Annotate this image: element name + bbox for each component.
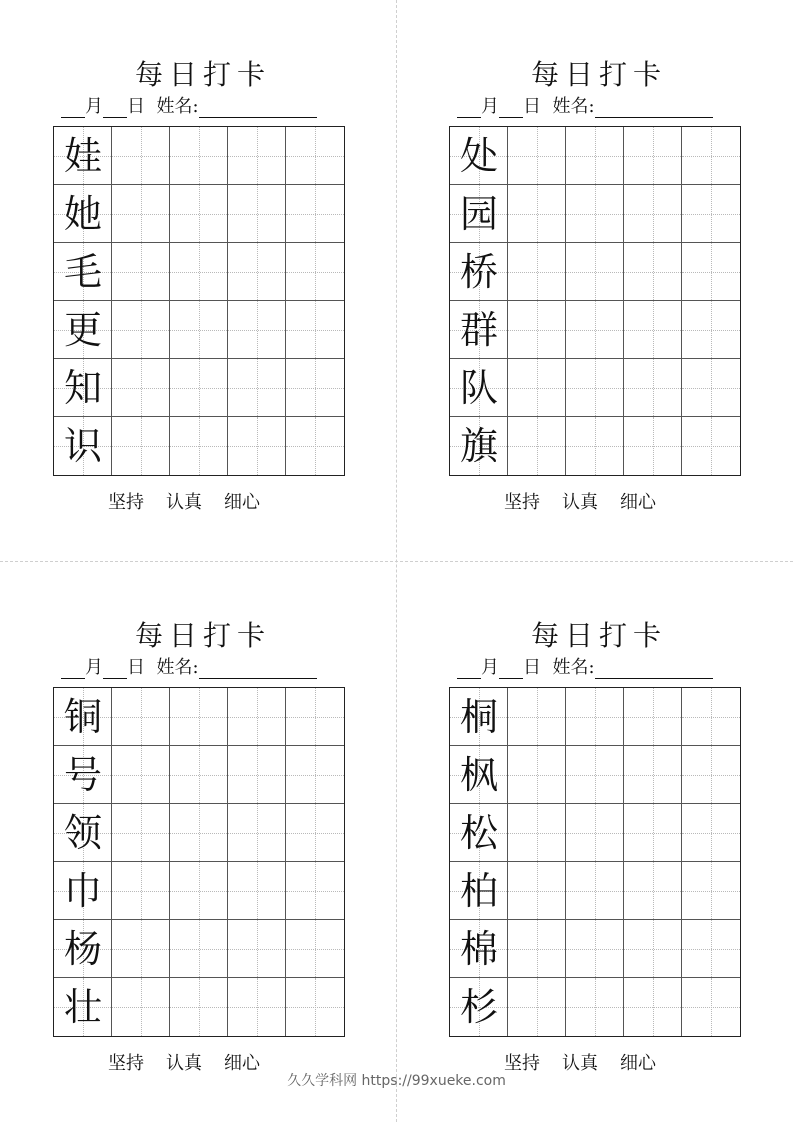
- grid-row: [54, 359, 344, 417]
- model-character: 壮: [63, 985, 102, 1029]
- practice-cell[interactable]: [682, 920, 740, 978]
- practice-cell[interactable]: [682, 746, 740, 804]
- practice-cell[interactable]: [170, 185, 228, 243]
- grid-row: [450, 804, 740, 862]
- practice-cell[interactable]: [508, 920, 566, 978]
- practice-cell[interactable]: [170, 920, 228, 978]
- grid-row: [54, 862, 344, 920]
- grid-row: [450, 243, 740, 301]
- grid-row: [54, 243, 344, 301]
- practice-cell[interactable]: [112, 127, 170, 185]
- practice-cell[interactable]: [682, 243, 740, 301]
- practice-cell[interactable]: [624, 920, 682, 978]
- day-label: 日: [523, 657, 541, 678]
- practice-cell[interactable]: [566, 301, 624, 359]
- practice-cell[interactable]: [682, 978, 740, 1036]
- month-label: 月: [481, 657, 499, 678]
- grid-row: [54, 127, 344, 185]
- practice-cell[interactable]: [566, 862, 624, 920]
- practice-cell[interactable]: [624, 127, 682, 185]
- grid-row: [450, 127, 740, 185]
- model-character: 更: [63, 308, 102, 352]
- practice-cell[interactable]: [112, 804, 170, 862]
- model-character: 毛: [63, 250, 102, 294]
- practice-cell[interactable]: [566, 127, 624, 185]
- name-label: 姓名:: [156, 657, 199, 678]
- practice-cell[interactable]: [228, 127, 286, 185]
- practice-cell[interactable]: [112, 243, 170, 301]
- practice-cell[interactable]: [170, 978, 228, 1036]
- practice-cell[interactable]: [228, 862, 286, 920]
- model-character-cell: [450, 688, 508, 746]
- practice-cell[interactable]: [624, 746, 682, 804]
- card-title: 每日打卡: [134, 58, 271, 91]
- practice-cell[interactable]: [566, 746, 624, 804]
- grid-row: [54, 688, 344, 746]
- motto-word: 细心: [620, 492, 656, 513]
- motto-line: [504, 488, 678, 514]
- practice-cell[interactable]: [112, 417, 170, 475]
- grid-row: [450, 688, 740, 746]
- name-blank[interactable]: [199, 660, 317, 679]
- practice-cell[interactable]: [624, 804, 682, 862]
- model-character: 队: [459, 366, 498, 410]
- card-title: 每日打卡: [530, 58, 667, 91]
- writing-grid: [53, 687, 345, 1037]
- month-blank[interactable]: [61, 660, 85, 679]
- practice-cell[interactable]: [228, 301, 286, 359]
- name-label: 姓名:: [552, 657, 595, 678]
- practice-cell[interactable]: [566, 920, 624, 978]
- model-character-cell: [450, 804, 508, 862]
- model-character-cell: [450, 920, 508, 978]
- model-character-cell: [450, 862, 508, 920]
- horizontal-cut-line: [0, 561, 793, 562]
- practice-cell[interactable]: [112, 301, 170, 359]
- month-label: 月: [481, 96, 499, 117]
- card-title: 每日打卡: [134, 619, 271, 652]
- practice-cell[interactable]: [508, 185, 566, 243]
- grid-row: [450, 301, 740, 359]
- motto-line: [108, 488, 282, 514]
- practice-cell[interactable]: [170, 688, 228, 746]
- motto-word: 认真: [166, 1053, 202, 1074]
- model-character: 领: [63, 811, 102, 855]
- motto-word: 细心: [224, 492, 260, 513]
- card-title: 每日打卡: [530, 619, 667, 652]
- practice-cell[interactable]: [682, 359, 740, 417]
- model-character-cell: [54, 804, 112, 862]
- grid-row: [450, 978, 740, 1036]
- practice-cell[interactable]: [112, 862, 170, 920]
- day-label: 日: [127, 657, 145, 678]
- checkin-card: [53, 58, 353, 558]
- practice-cell[interactable]: [566, 978, 624, 1036]
- practice-cell[interactable]: [170, 746, 228, 804]
- model-character: 柏: [459, 869, 498, 913]
- practice-cell[interactable]: [170, 862, 228, 920]
- practice-cell[interactable]: [508, 127, 566, 185]
- practice-cell[interactable]: [508, 804, 566, 862]
- model-character: 杨: [63, 927, 102, 971]
- model-character-cell: [54, 920, 112, 978]
- practice-cell[interactable]: [624, 301, 682, 359]
- motto-word: 坚持: [504, 1053, 540, 1074]
- practice-cell[interactable]: [682, 804, 740, 862]
- grid-row: [450, 746, 740, 804]
- grid-row: [54, 185, 344, 243]
- practice-cell[interactable]: [112, 978, 170, 1036]
- model-character: 知: [63, 366, 102, 410]
- checkin-card: [449, 619, 749, 1119]
- motto-word: 认真: [562, 492, 598, 513]
- practice-cell[interactable]: [682, 688, 740, 746]
- practice-cell[interactable]: [624, 185, 682, 243]
- grid-row: [54, 804, 344, 862]
- model-character-cell: [54, 862, 112, 920]
- grid-row: [450, 185, 740, 243]
- model-character: 桐: [459, 695, 498, 739]
- practice-cell[interactable]: [228, 804, 286, 862]
- motto-word: 细心: [224, 1053, 260, 1074]
- practice-cell[interactable]: [508, 746, 566, 804]
- day-label: 日: [523, 96, 541, 117]
- practice-cell[interactable]: [170, 417, 228, 475]
- model-character-cell: [450, 185, 508, 243]
- page-footer: 久久学科网 https://99xueke.com: [287, 1073, 506, 1089]
- grid-row: [54, 746, 344, 804]
- practice-cell[interactable]: [624, 359, 682, 417]
- model-character: 号: [63, 753, 102, 797]
- day-label: 日: [127, 96, 145, 117]
- motto-word: 坚持: [504, 492, 540, 513]
- practice-cell[interactable]: [228, 185, 286, 243]
- practice-cell[interactable]: [682, 127, 740, 185]
- model-character: 群: [459, 308, 498, 352]
- practice-cell[interactable]: [566, 417, 624, 475]
- model-character-cell: [54, 243, 112, 301]
- practice-cell[interactable]: [112, 359, 170, 417]
- name-blank[interactable]: [199, 99, 317, 118]
- practice-cell[interactable]: [508, 359, 566, 417]
- model-character: 松: [459, 811, 498, 855]
- practice-cell[interactable]: [682, 862, 740, 920]
- practice-cell[interactable]: [624, 688, 682, 746]
- practice-cell[interactable]: [508, 862, 566, 920]
- model-character: 旗: [459, 424, 498, 468]
- practice-cell[interactable]: [566, 243, 624, 301]
- date-name-line: [61, 657, 355, 679]
- day-blank[interactable]: [103, 99, 127, 118]
- model-character-cell: [54, 185, 112, 243]
- practice-cell[interactable]: [682, 417, 740, 475]
- practice-cell[interactable]: [508, 978, 566, 1036]
- model-character-cell: [54, 746, 112, 804]
- practice-cell[interactable]: [286, 804, 344, 862]
- practice-cell[interactable]: [286, 688, 344, 746]
- practice-cell[interactable]: [170, 127, 228, 185]
- model-character-cell: [450, 359, 508, 417]
- month-blank[interactable]: [457, 99, 481, 118]
- grid-row: [450, 862, 740, 920]
- practice-cell[interactable]: [112, 920, 170, 978]
- model-character-cell: [54, 301, 112, 359]
- grid-row: [54, 978, 344, 1036]
- month-blank[interactable]: [61, 99, 85, 118]
- month-label: 月: [85, 96, 103, 117]
- practice-cell[interactable]: [682, 185, 740, 243]
- name-blank[interactable]: [595, 660, 713, 679]
- motto-word: 认真: [166, 492, 202, 513]
- writing-grid: [449, 126, 741, 476]
- practice-cell[interactable]: [566, 185, 624, 243]
- model-character-cell: [54, 688, 112, 746]
- grid-row: [450, 359, 740, 417]
- practice-cell[interactable]: [170, 301, 228, 359]
- practice-cell[interactable]: [228, 920, 286, 978]
- practice-cell[interactable]: [286, 185, 344, 243]
- writing-grid: [449, 687, 741, 1037]
- motto-word: 认真: [562, 1053, 598, 1074]
- model-character: 桥: [459, 250, 498, 294]
- practice-cell[interactable]: [286, 746, 344, 804]
- practice-cell[interactable]: [566, 359, 624, 417]
- date-name-line: [61, 96, 355, 118]
- practice-cell[interactable]: [624, 417, 682, 475]
- model-character: 铜: [63, 695, 102, 739]
- model-character-cell: [450, 978, 508, 1036]
- practice-cell[interactable]: [286, 920, 344, 978]
- practice-cell[interactable]: [286, 862, 344, 920]
- model-character-cell: [54, 417, 112, 475]
- checkin-card: [53, 619, 353, 1119]
- day-blank[interactable]: [499, 660, 523, 679]
- practice-cell[interactable]: [286, 127, 344, 185]
- practice-cell[interactable]: [566, 688, 624, 746]
- motto-word: 坚持: [108, 492, 144, 513]
- name-label: 姓名:: [156, 96, 199, 117]
- date-name-line: [457, 96, 751, 118]
- practice-cell[interactable]: [112, 185, 170, 243]
- practice-cell[interactable]: [286, 978, 344, 1036]
- practice-cell[interactable]: [170, 243, 228, 301]
- model-character: 处: [459, 134, 498, 178]
- model-character: 园: [459, 192, 498, 236]
- name-label: 姓名:: [552, 96, 595, 117]
- practice-cell[interactable]: [624, 243, 682, 301]
- practice-cell[interactable]: [228, 978, 286, 1036]
- practice-cell[interactable]: [286, 301, 344, 359]
- model-character: 识: [63, 424, 102, 468]
- month-label: 月: [85, 657, 103, 678]
- practice-cell[interactable]: [566, 804, 624, 862]
- practice-cell[interactable]: [508, 301, 566, 359]
- model-character-cell: [450, 127, 508, 185]
- grid-row: [54, 920, 344, 978]
- date-name-line: [457, 657, 751, 679]
- practice-cell[interactable]: [228, 417, 286, 475]
- name-blank[interactable]: [595, 99, 713, 118]
- practice-cell[interactable]: [286, 359, 344, 417]
- practice-cell[interactable]: [286, 417, 344, 475]
- practice-cell[interactable]: [112, 746, 170, 804]
- model-character: 巾: [63, 869, 102, 913]
- model-character: 杉: [459, 985, 498, 1029]
- day-blank[interactable]: [103, 660, 127, 679]
- grid-row: [54, 301, 344, 359]
- practice-cell[interactable]: [228, 359, 286, 417]
- practice-cell[interactable]: [508, 243, 566, 301]
- practice-cell[interactable]: [286, 243, 344, 301]
- writing-grid: [53, 126, 345, 476]
- practice-cell[interactable]: [508, 688, 566, 746]
- model-character-cell: [450, 746, 508, 804]
- practice-cell[interactable]: [508, 417, 566, 475]
- practice-cell[interactable]: [112, 688, 170, 746]
- model-character: 娃: [63, 134, 102, 178]
- practice-cell[interactable]: [170, 359, 228, 417]
- model-character-cell: [450, 243, 508, 301]
- model-character-cell: [54, 978, 112, 1036]
- grid-row: [450, 417, 740, 475]
- practice-cell[interactable]: [624, 978, 682, 1036]
- grid-row: [54, 417, 344, 475]
- checkin-card: [449, 58, 749, 558]
- model-character: 棉: [459, 927, 498, 971]
- practice-cell[interactable]: [228, 746, 286, 804]
- practice-cell[interactable]: [682, 301, 740, 359]
- model-character-cell: [54, 127, 112, 185]
- practice-cell[interactable]: [170, 804, 228, 862]
- model-character-cell: [450, 417, 508, 475]
- practice-cell[interactable]: [228, 243, 286, 301]
- model-character: 她: [63, 192, 102, 236]
- motto-word: 细心: [620, 1053, 656, 1074]
- practice-cell[interactable]: [624, 862, 682, 920]
- practice-cell[interactable]: [228, 688, 286, 746]
- model-character-cell: [54, 359, 112, 417]
- model-character: 枫: [459, 753, 498, 797]
- day-blank[interactable]: [499, 99, 523, 118]
- month-blank[interactable]: [457, 660, 481, 679]
- grid-row: [450, 920, 740, 978]
- model-character-cell: [450, 301, 508, 359]
- motto-word: 坚持: [108, 1053, 144, 1074]
